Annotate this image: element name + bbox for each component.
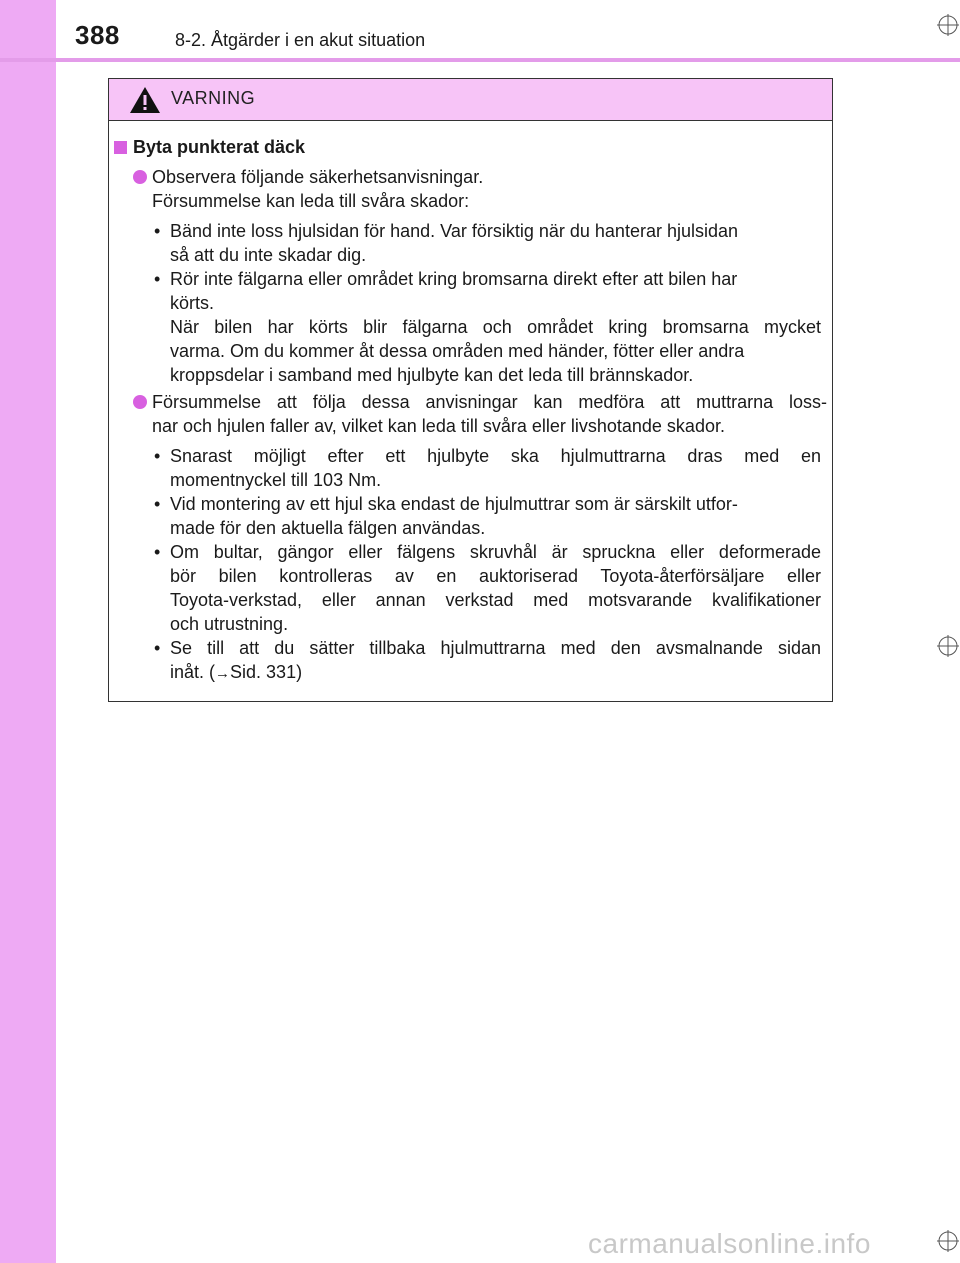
p1b2-line5: kroppsdelar i samband med hjulbyte kan det leda till brännskador. (170, 365, 694, 385)
p2b2-line1: Vid montering av ett hjul ska endast de hjulmuttrar som är särskilt utfor- (170, 494, 738, 514)
bullet-dot: • (154, 638, 161, 658)
bullet-dot: • (154, 269, 161, 289)
square-bullet-icon (114, 141, 127, 154)
p1b2-line1: Rör inte fälgarna eller området kring bromsarna direkt efter att bilen har (170, 269, 738, 289)
section-title: 8-2. Åtgärder i en akut situation (175, 30, 426, 50)
bullet-dot: • (154, 221, 161, 241)
side-bar (0, 0, 56, 1263)
warning-label: VARNING (171, 88, 256, 108)
p2b4-line2 (170, 660, 302, 686)
point1-line2: Försummelse kan leda till svåra skador: (152, 191, 470, 211)
bullet-dot: • (154, 446, 161, 466)
crop-mark-icon (937, 635, 959, 657)
p2b3-line3: Toyota-verkstad, eller annan verkstad med motsvarande kvalifikationer (170, 590, 821, 610)
p2b4-line1: Se till att du sätter tillbaka hjulmuttrarna med den avsmalnande sidan (170, 638, 821, 658)
watermark: carmanualsonline.info (588, 1228, 871, 1259)
crop-mark-icon (937, 14, 959, 36)
warning-triangle-icon (129, 86, 161, 114)
p2b2-line2: made för den aktuella fälgen användas. (170, 518, 486, 538)
warning-header (109, 79, 832, 121)
p1b1-line1: Bänd inte loss hjulsidan för hand. Var försiktig när du hanterar hjulsidan (170, 221, 739, 241)
p2b3-line4: och utrustning. (170, 614, 289, 634)
circle-bullet-icon (133, 395, 147, 409)
point1-line1: Observera följande säkerhetsanvisningar. (152, 167, 484, 187)
p1b2-line2: körts. (170, 293, 215, 313)
p1b2-line4: varma. Om du kommer åt dessa områden med händer, fötter eller andra (170, 341, 745, 361)
point2-line2: nar och hjulen faller av, vilket kan leda till svåra eller livshotande skador. (152, 416, 725, 436)
warning-box (108, 78, 833, 702)
p2b1-line2: momentnyckel till 103 Nm. (170, 470, 382, 490)
p2b1-line1: Snarast möjligt efter ett hjulbyte ska hjulmuttrarna dras med en (170, 446, 821, 466)
p1b2-line3: När bilen har körts blir fälgarna och området kring bromsarna mycket (170, 317, 821, 337)
arrow-right-icon: → (215, 665, 231, 682)
p2b3-line1: Om bultar, gängor eller fälgens skruvhål är spruckna eller deformerade (170, 542, 821, 562)
bullet-dot: • (154, 542, 161, 562)
page-reference-link[interactable]: Sid. 331) (230, 662, 303, 682)
p2b4-prefix: inåt. ( (170, 662, 216, 682)
header-rule (0, 58, 960, 62)
bullet-dot: • (154, 494, 161, 514)
crop-mark-icon (937, 1230, 959, 1252)
point2-line1: Försummelse att följa dessa anvisningar kan medföra att muttrarna loss- (152, 392, 827, 412)
warning-heading (114, 137, 305, 158)
p1b1-line2: så att du inte skadar dig. (170, 245, 367, 265)
p2b3-line2: bör bilen kontrolleras av en auktoriserad Toyota-återförsäljare eller (170, 566, 821, 586)
circle-bullet-icon (133, 170, 147, 184)
page-number: 388 (75, 20, 120, 50)
warning-heading-text: Byta punkterat däck (133, 137, 306, 157)
